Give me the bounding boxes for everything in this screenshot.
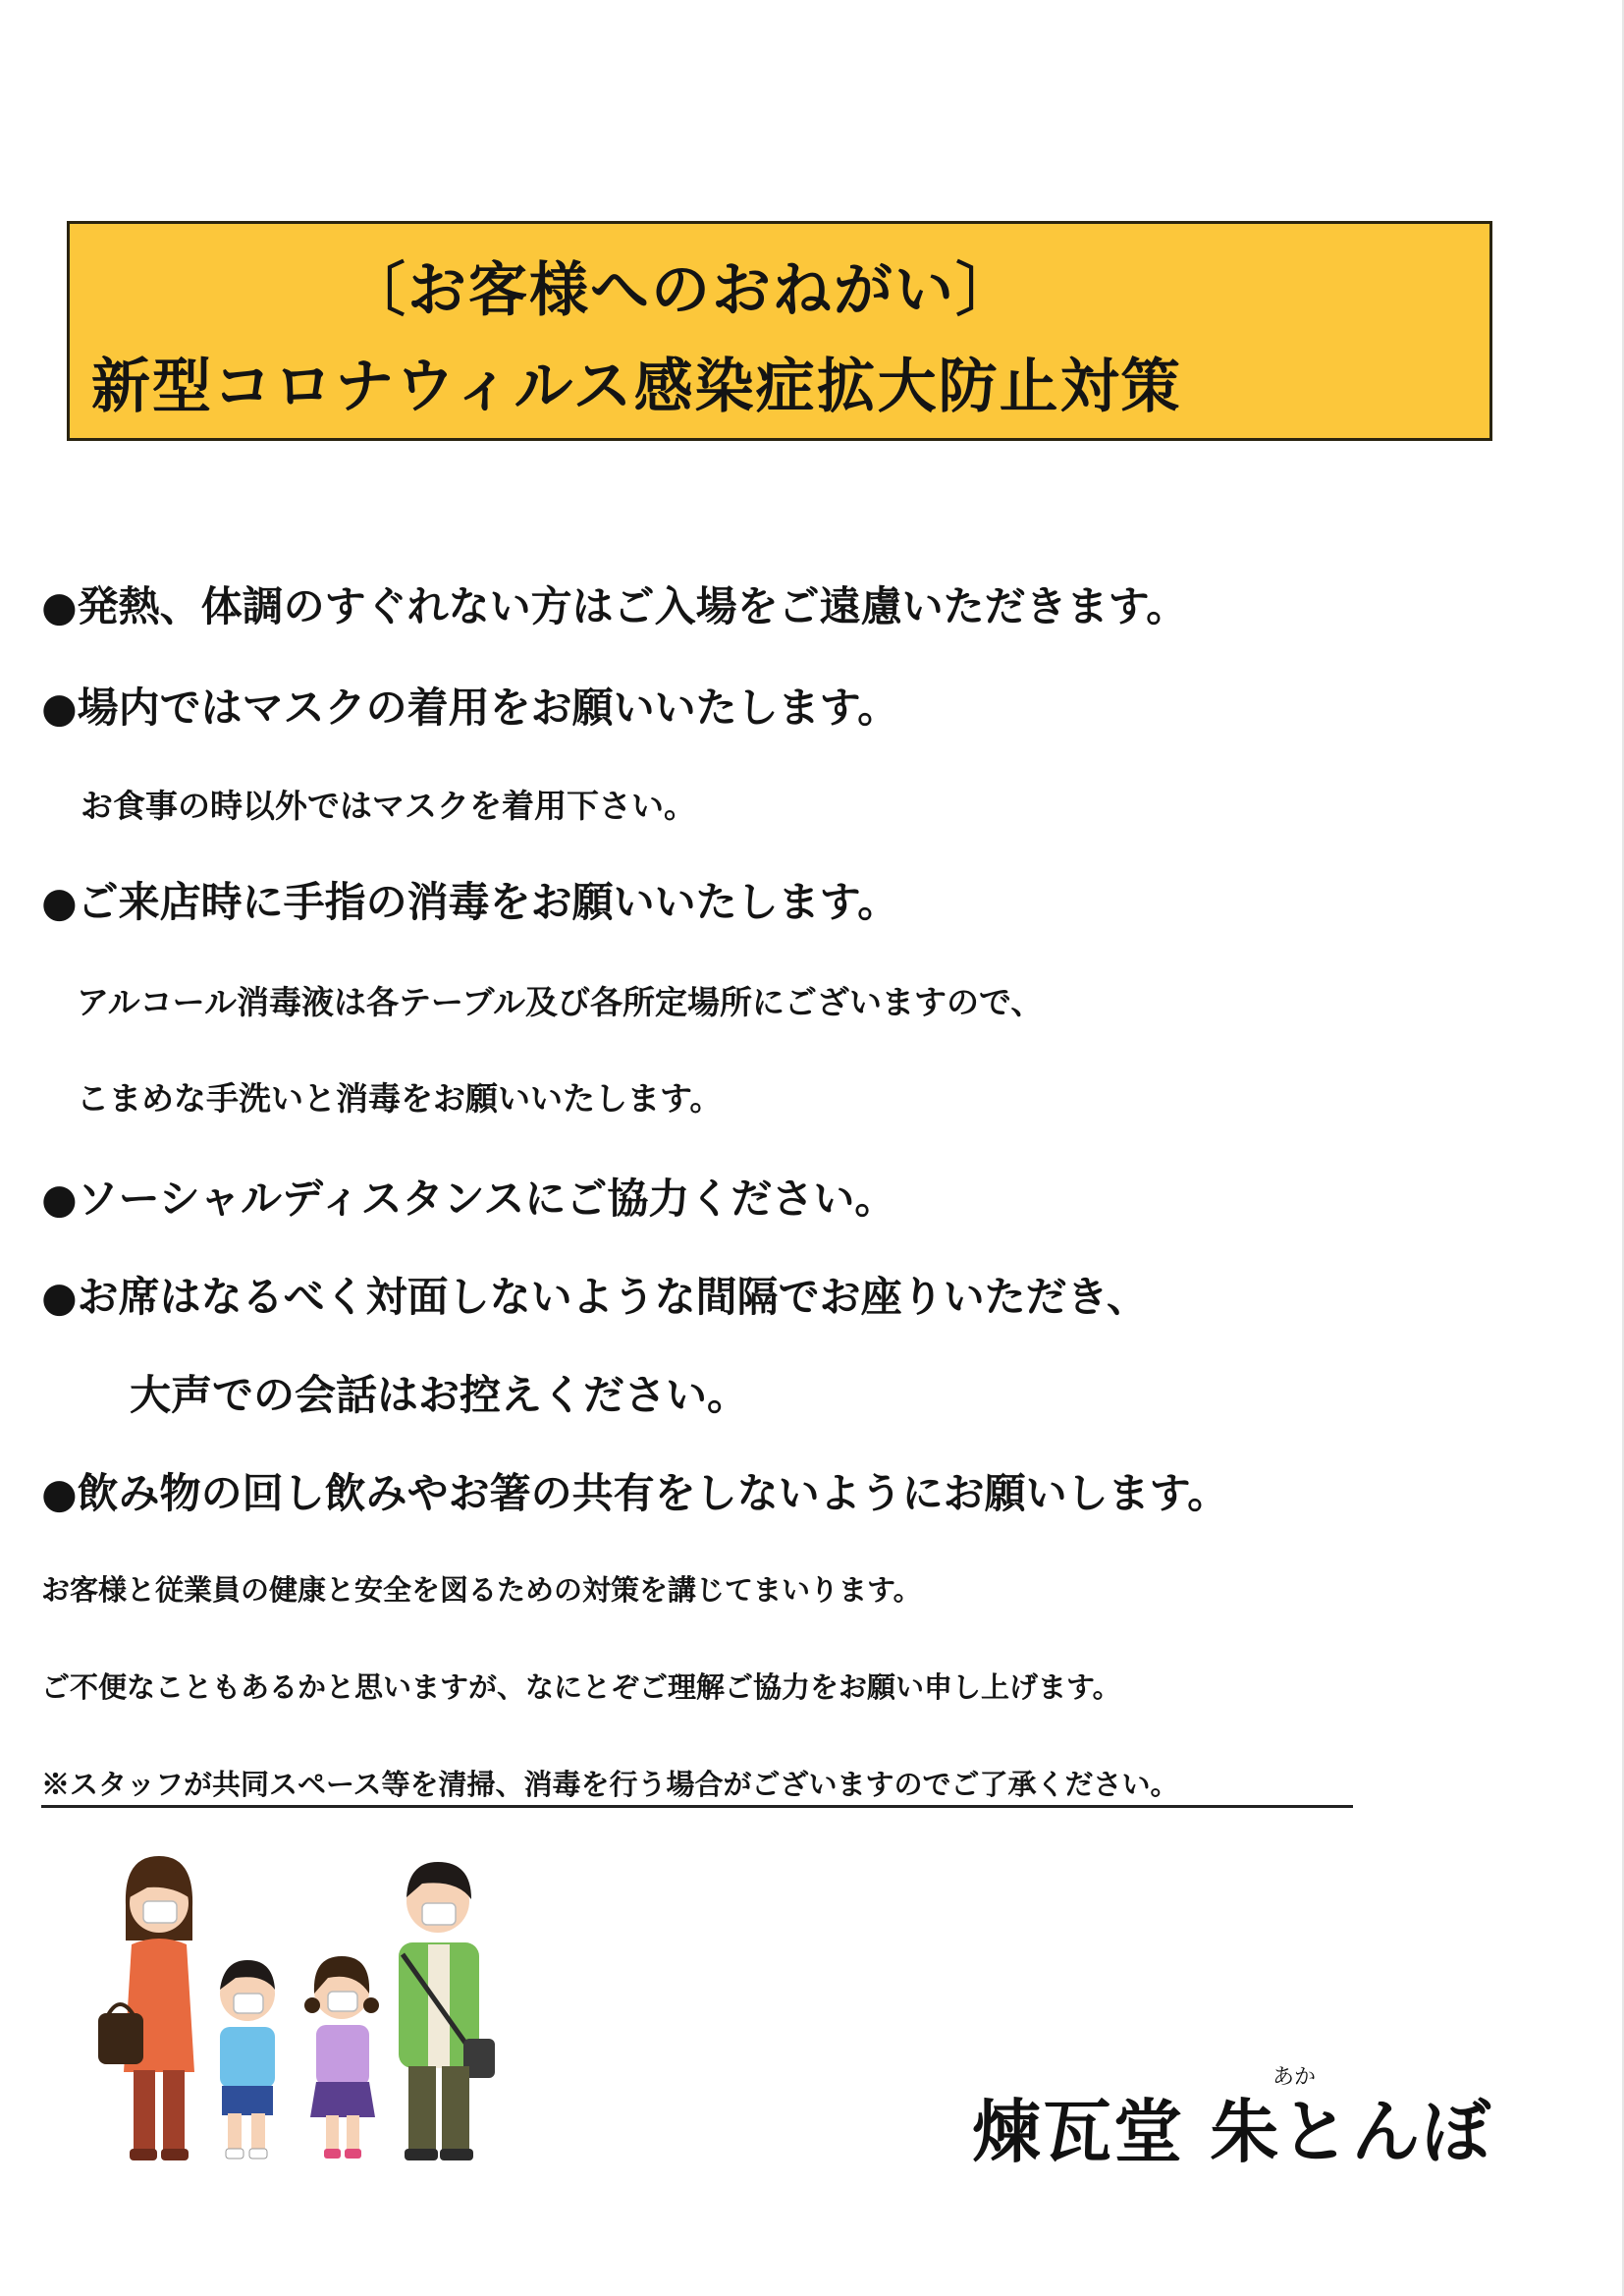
notice-item-fever: ●発熱、体調のすぐれない方はご入場をご遠慮いただきます。 (41, 582, 1188, 630)
notice-detail-mask: お食事の時以外ではマスクを着用下さい。 (81, 787, 696, 825)
footer-note-underline (41, 1805, 1353, 1808)
header-banner (67, 221, 1492, 441)
mother-figure (98, 1856, 194, 2160)
notice-item-sharing: ●飲み物の回し飲みやお箸の共有をしないようにお願いします。 (41, 1469, 1229, 1517)
store-logo-ruby: あか (1272, 2065, 1317, 2090)
header-subtitle: 新型コロナウィルス感染症拡大防止対策 (91, 353, 1182, 421)
footer-note: ※スタッフが共同スペース等を清掃、消毒を行う場合がございますのでご了承ください。 (41, 1768, 1179, 1801)
notice-item-disinfect: ●ご来店時に手指の消毒をお願いいたします。 (41, 878, 899, 926)
notice-detail-alcohol: アルコール消毒液は各テーブル及び各所定場所にございますので、 (77, 983, 1044, 1021)
boy-figure (220, 1960, 275, 2159)
family-mask-illustration (98, 1846, 511, 2180)
girl-figure (304, 1956, 379, 2159)
father-figure (399, 1862, 495, 2160)
notice-item-distance: ●ソーシャルディスタンスにご協力ください。 (41, 1175, 896, 1223)
store-logo-text: 煉瓦堂 朱とんぼ (972, 2091, 1493, 2172)
header-title: 〔お客様へのおねがい〕 (347, 256, 1016, 325)
store-logo (972, 2062, 1522, 2190)
notice-detail-voice: 大声での会話はお控えください。 (130, 1371, 749, 1419)
notice-item-mask: ●場内ではマスクの着用をお願いいたします。 (41, 683, 899, 732)
notice-item-seating: ●お席はなるべく対面しないような間隔でお座りいただき、 (41, 1273, 1148, 1321)
footer-apology: ご不便なこともあるかと思いますが、なにとぞご理解ご協力をお願い申し上げます。 (41, 1670, 1121, 1704)
notice-detail-handwash: こまめな手洗いと消毒をお願いいたします。 (77, 1079, 723, 1118)
footer-policy: お客様と従業員の健康と安全を図るための対策を講じてまいります。 (41, 1573, 922, 1607)
